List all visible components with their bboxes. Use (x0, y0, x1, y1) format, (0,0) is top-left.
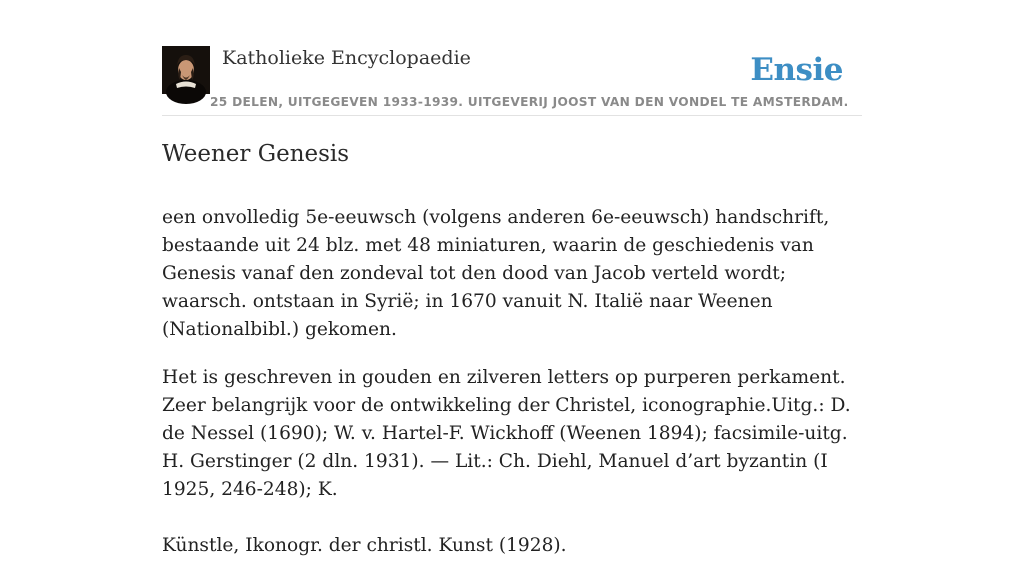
publication-title[interactable]: Katholieke Encyclopaedie (222, 47, 471, 69)
article-title: Weener Genesis (162, 141, 350, 167)
site-header (162, 46, 862, 116)
portrait-avatar-icon[interactable] (162, 46, 210, 94)
article (162, 138, 872, 580)
article-paragraph-1: een onvolledig 5e-eeuwsch (volgens anderen 6e-eeuwsch) handschrift, bestaande uit 24 blz. met 48 miniaturen, waarin de geschiedenis van Genesis vanaf den zondeval tot den dood van Jacob verteld wordt; waarsch. ontstaan in Syrië; in 1670 vanuit N. Italië naar Weenen (Nationalbibl.) gekomen. (162, 207, 830, 340)
brand-logo[interactable]: Ensie (750, 52, 843, 88)
header-divider (162, 115, 862, 116)
article-paragraph-2: Het is geschreven in gouden en zilveren letters op purperen perkament. Zeer belangrijk voor de ontwikkeling der Christel, iconographie.Uitg.: D. de Nessel (1690); W. v. Hartel-F. Wickhoff (Weenen 1894); facsimile-uitg. H. Gerstinger (2 dln. 1931). — Lit.: Ch. Diehl, Manuel d’art byzantin (I 1925, 246-248); K. (162, 367, 851, 500)
publication-subtitle: 25 DELEN, UITGEGEVEN 1933-1939. UITGEVERIJ JOOST VAN DEN VONDEL TE AMSTERDAM. (210, 95, 849, 109)
article-paragraph-3: Künstle, Ikonogr. der christl. Kunst (1928). (162, 535, 567, 556)
